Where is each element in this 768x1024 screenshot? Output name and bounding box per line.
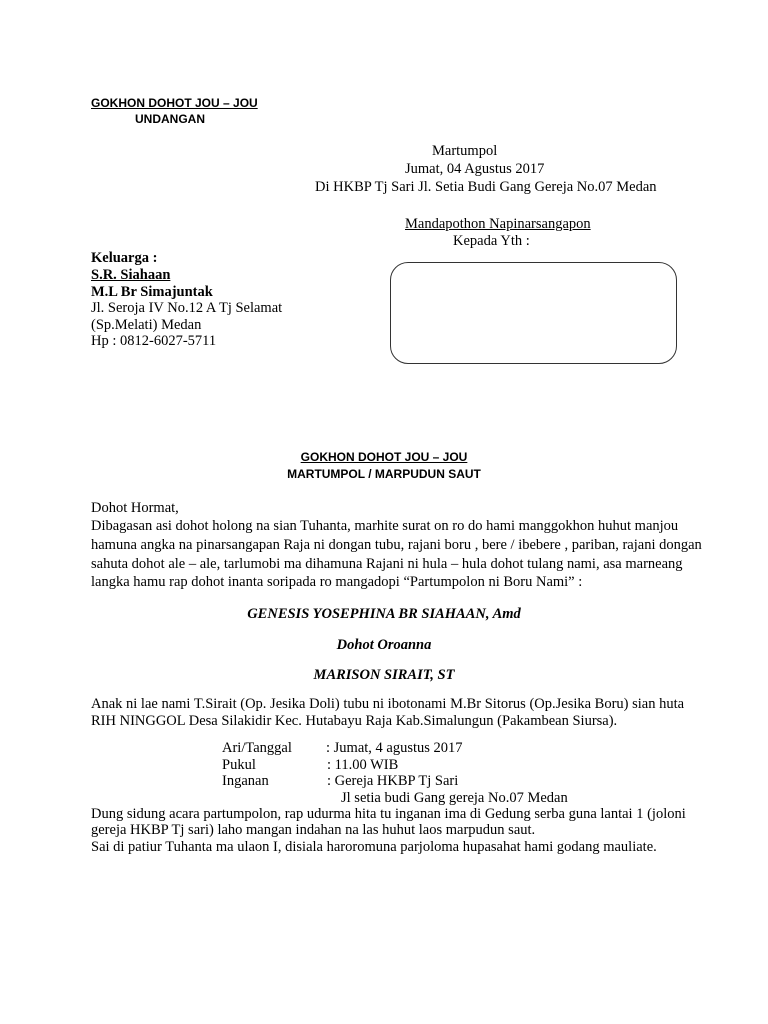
sender-keluarga: Keluarga :	[91, 250, 158, 266]
main-title: GOKHON DOHOT JOU – JOU	[300, 450, 468, 464]
schedule-value-date: : Jumat, 4 agustus 2017	[326, 740, 463, 756]
invitation-line-3: sahuta dohot ale – ale, tarlumobi ma dihamuna Rajani ni hula – hula dohot tulang nami, asa marneang	[91, 556, 683, 572]
sender-address-2: (Sp.Melati) Medan	[91, 317, 202, 333]
schedule-label-time: Pukul	[222, 757, 256, 773]
couple-connector: Dohot Oroanna	[336, 637, 432, 653]
salutation: Dohot Hormat,	[91, 500, 179, 516]
closing-line-2: gereja HKBP Tj sari) laho mangan indahan na las huhut laos marpudun saut.	[91, 822, 536, 838]
header-subtitle: UNDANGAN	[135, 112, 205, 126]
schedule-value-time: : 11.00 WIB	[327, 757, 399, 773]
main-subtitle: MARTUMPOL / MARPUDUN SAUT	[287, 467, 481, 481]
closing-line-1: Dung sidung acara partumpolon, rap udurma hita tu inganan ima di Gedung serba guna lantai 1 (joloni	[91, 806, 686, 822]
recipient-kepada: Kepada Yth :	[453, 233, 530, 249]
parents-line-2: RIH NINGGOL Desa Silakidir Kec. Hutabayu Raja Kab.Simalungun (Pakambean Siursa).	[91, 713, 618, 729]
bride-name: GENESIS YOSEPHINA BR SIAHAAN, Amd	[247, 606, 521, 622]
closing-final: Sai di patiur Tuhanta ma ulaon I, disiala haroromuna parjoloma hupasahat hami godang mauliate.	[91, 839, 657, 855]
event-location: Di HKBP Tj Sari Jl. Setia Budi Gang Gereja No.07 Medan	[315, 179, 657, 195]
sender-name-1: S.R. Siahaan	[91, 267, 171, 283]
invitation-line-1: Dibagasan asi dohot holong na sian Tuhanta, marhite surat on ro do hami manggokhon huhut manjou	[91, 518, 679, 534]
header-title: GOKHON DOHOT JOU – JOU	[91, 96, 258, 110]
sender-address-1: Jl. Seroja IV No.12 A Tj Selamat	[91, 300, 283, 316]
schedule-address-cont: Jl setia budi Gang gereja No.07 Medan	[341, 790, 568, 806]
schedule-label-place: Inganan	[222, 773, 269, 789]
recipient-title: Mandapothon Napinarsangapon	[405, 216, 591, 232]
event-date: Jumat, 04 Agustus 2017	[405, 161, 545, 177]
invitation-line-2: hamuna angka na pinarsangapan Raja ni dongan tubu, rajani boru , bere / ibebere , pariban, rajani dongan	[91, 537, 702, 553]
recipient-address-box	[390, 262, 677, 364]
sender-phone: Hp : 0812-6027-5711	[91, 333, 217, 349]
invitation-line-4: langka hamu rap dohot inanta soripada ro mangadopi “Partumpolon ni Boru Nami” :	[91, 574, 583, 590]
groom-name: MARISON SIRAIT, ST	[313, 667, 455, 683]
event-type: Martumpol	[432, 143, 498, 159]
schedule-label-date: Ari/Tanggal	[222, 740, 292, 756]
sender-name-2: M.L Br Simajuntak	[91, 284, 213, 300]
parents-line-1: Anak ni lae nami T.Sirait (Op. Jesika Doli) tubu ni ibotonami M.Br Sitorus (Op.Jesika Boru) sian huta	[91, 696, 685, 712]
schedule-value-place: : Gereja HKBP Tj Sari	[327, 773, 459, 789]
